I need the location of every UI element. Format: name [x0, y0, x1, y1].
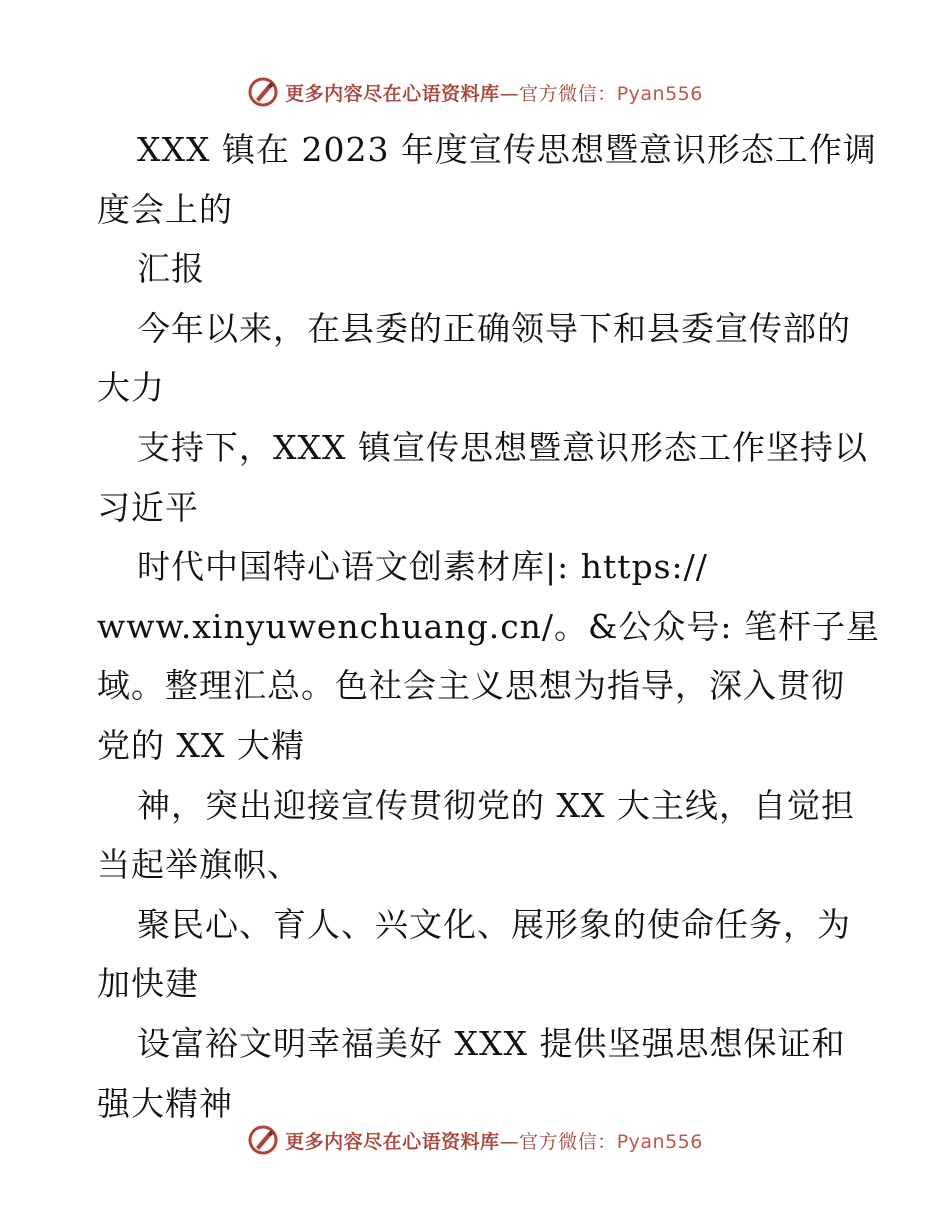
- banner-site-text: 更多内容尽在心语资料库: [285, 82, 500, 105]
- text-line: 设富裕文明幸福美好 XXX 提供坚强思想保证和: [137, 1023, 846, 1063]
- banner-separator: —: [499, 1130, 520, 1153]
- banner-text: [285, 1127, 703, 1154]
- banner-site-text: 更多内容尽在心语资料库: [285, 1130, 500, 1153]
- footer-banner: [0, 1120, 950, 1160]
- banner-separator: —: [499, 82, 520, 105]
- text-line: 神，突出迎接宣传贯彻党的 XX 大主线，自觉担: [137, 785, 855, 825]
- text-line: www.xinyuwenchuang.cn/。&公众号: 笔杆子星: [97, 606, 881, 646]
- text-line: XXX 镇在 2023 年度宣传思想暨意识形态工作调: [137, 130, 877, 169]
- text-line: 度会上的: [97, 189, 233, 229]
- text-line: 时代中国特心语文创素材库|: https://: [137, 547, 708, 587]
- text-line: 党的 XX 大精: [97, 725, 305, 765]
- text-line: 汇报: [137, 249, 205, 289]
- text-line: 习近平: [97, 487, 199, 527]
- document-body: [97, 120, 881, 1133]
- banner-text: [285, 79, 703, 106]
- pen-circle-logo-icon: [247, 1124, 279, 1156]
- text-line: 今年以来，在县委的正确领导下和县委宣传部的: [137, 308, 851, 348]
- text-line: 强大精神: [97, 1083, 233, 1123]
- text-line: 大力: [97, 368, 165, 408]
- text-line: 聚民心、育人、兴文化、展形象的使命任务，为: [137, 904, 851, 944]
- pen-circle-logo-icon: [247, 76, 279, 108]
- header-banner: [0, 72, 950, 112]
- text-line: 加快建: [97, 964, 199, 1004]
- banner-wechat-id: Pyan556: [616, 1130, 703, 1153]
- text-line: 支持下，XXX 镇宣传思想暨意识形态工作坚持以: [137, 427, 868, 467]
- text-line: 当起举旗帜、: [97, 845, 301, 885]
- banner-wechat-label: 官方微信：: [519, 1130, 617, 1153]
- text-line: 域。整理汇总。色社会主义思想为指导，深入贯彻: [97, 666, 845, 706]
- banner-wechat-label: 官方微信：: [519, 82, 617, 105]
- banner-wechat-id: Pyan556: [616, 82, 703, 105]
